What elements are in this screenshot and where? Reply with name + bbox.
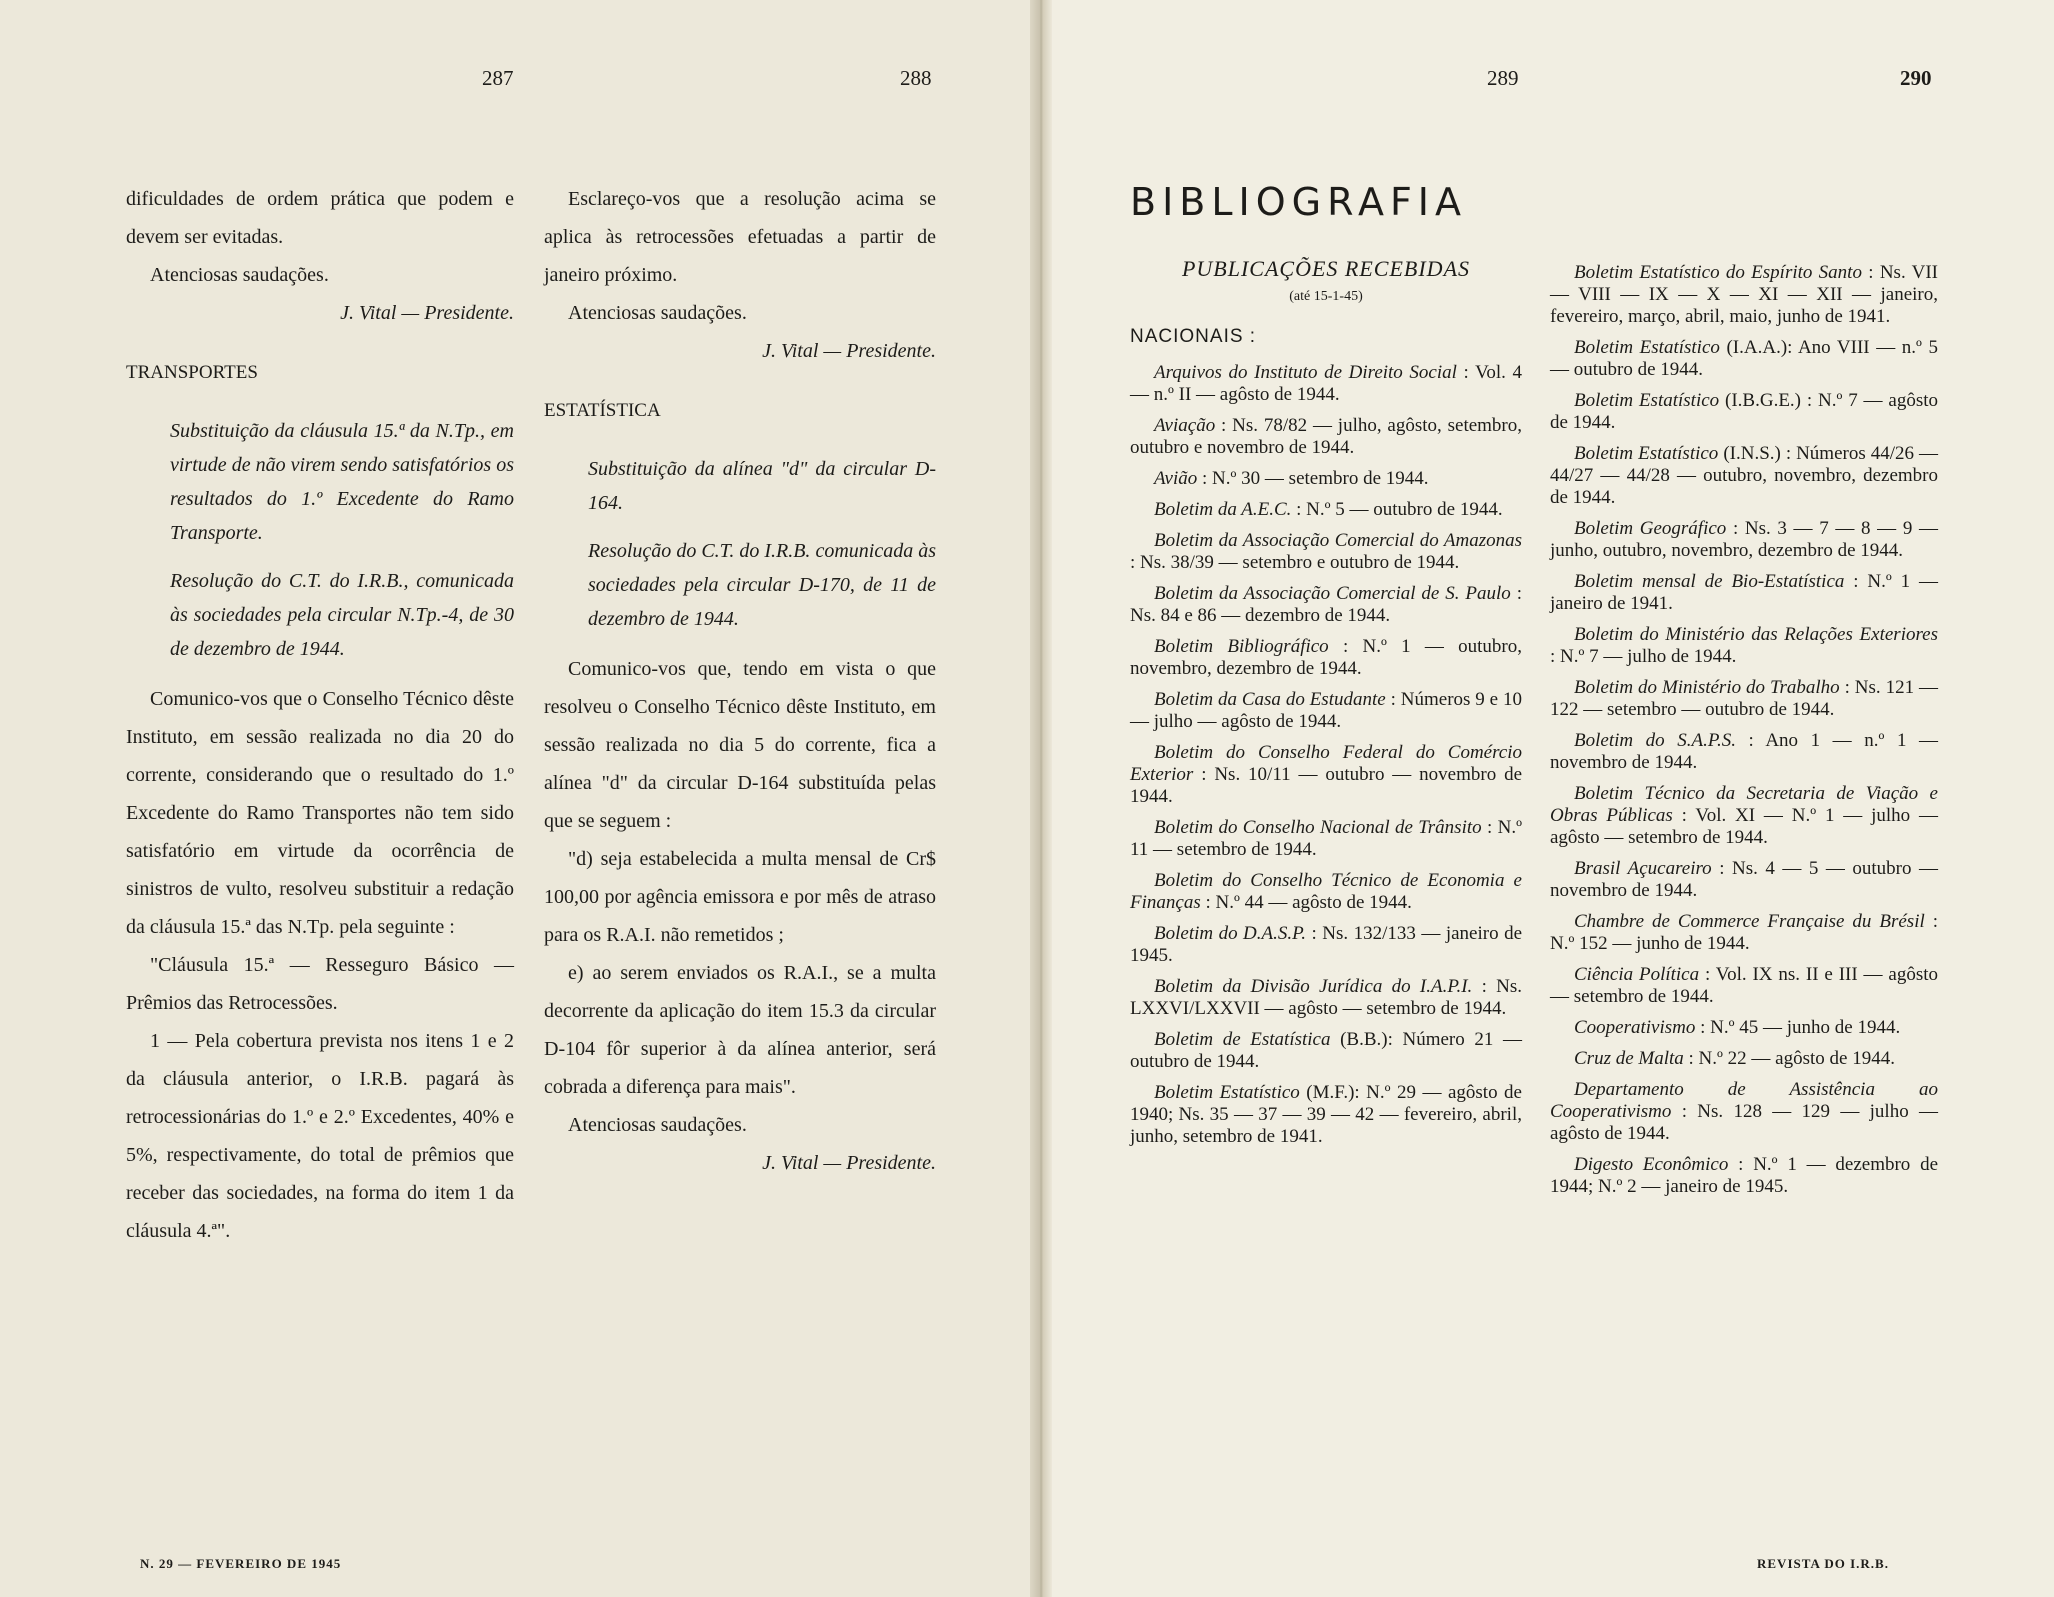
publication-title: Boletim do Conselho Técnico de Economia e Finanças xyxy=(1130,870,1522,913)
paragraph: Esclareço-vos que a resolução acima se aplica às retrocessões efetuadas a partir de janeiro próximo. xyxy=(544,188,936,286)
publication-details: : Ns. 84 e 86 — dezembro de 1944. xyxy=(1130,583,1522,626)
publication-details: : Ns. 78/82 — julho, agôsto, setembro, outubro e novembro de 1944. xyxy=(1130,415,1523,458)
book-gutter xyxy=(1030,0,1052,1597)
publication-details: : Ns. VII — VIII — IX — X — XI — XII — janeiro, fevereiro, março, abril, maio, junho de 1941. xyxy=(1550,262,1939,327)
bibliography-entry xyxy=(1550,518,1938,562)
signature: J. Vital — Presidente. xyxy=(762,340,936,362)
publication-details: : Vol. IX ns. II e III — agôsto — setembro de 1944. xyxy=(1550,964,1939,1007)
publication-details: : N.º 152 — junho de 1944. xyxy=(1550,911,1939,954)
bibliography-entry xyxy=(1130,976,1522,1020)
column-page-288 xyxy=(544,180,936,1182)
publication-details: : N.º 30 — setembro de 1944. xyxy=(1202,468,1429,489)
bibliography-column-right xyxy=(1550,262,1938,1207)
bibliography-entry xyxy=(1550,624,1938,668)
publication-title: Digesto Econômico xyxy=(1574,1154,1729,1175)
bibliography-entry xyxy=(1550,858,1938,902)
bibliography-entry xyxy=(1130,636,1522,680)
publication-details: : Ns. LXXVI/LXXVII — agôsto — setembro de 1944. xyxy=(1130,976,1523,1019)
publication-details: : N.º 5 — outubro de 1944. xyxy=(1296,499,1503,520)
bibliography-entry xyxy=(1130,468,1522,490)
column-page-287 xyxy=(126,180,514,1250)
subject-quote: Substituição da alínea "d" da circular D-164. xyxy=(588,458,936,514)
publication-title: Boletim Estatístico do Espírito Santo xyxy=(1574,262,1862,283)
bibliography-entry xyxy=(1550,443,1938,509)
bibliography-entry xyxy=(1550,1017,1938,1039)
bibliography-entry xyxy=(1550,677,1938,721)
publication-title: Boletim mensal de Bio-Estatística xyxy=(1574,571,1845,592)
publication-title: Boletim Geográfico xyxy=(1574,518,1727,539)
publication-title: Aviação xyxy=(1154,415,1216,436)
bibliography-entry xyxy=(1130,530,1522,574)
publication-title: Boletim Estatístico xyxy=(1574,443,1719,464)
bibliography-entry xyxy=(1130,362,1522,406)
publication-details: : N.º 22 — agôsto de 1944. xyxy=(1688,1048,1895,1069)
publication-title: Boletim Estatístico xyxy=(1574,337,1720,358)
publication-details: : Ns. 10/11 — outubro — novembro de 1944. xyxy=(1130,764,1522,807)
publication-title: Boletim da Casa do Estudante xyxy=(1154,689,1386,710)
page-number-290: 290 xyxy=(1900,66,1932,90)
paragraph: dificuldades de ordem prática que podem e devem ser evitadas. xyxy=(126,188,514,248)
bibliography-entry xyxy=(1550,571,1938,615)
bibliography-entry xyxy=(1130,817,1522,861)
publication-details: : Ns. 38/39 — setembro e outubro de 1944. xyxy=(1130,552,1460,573)
bibliography-list xyxy=(1550,262,1938,1198)
publication-details: : Ns. 121 — 122 — setembro — outubro de 1944. xyxy=(1550,677,1939,720)
publication-title: Boletim Bibliográfico xyxy=(1154,636,1329,657)
publication-details: (I.A.A.): Ano VIII — n.º 5 — outubro de 1944. xyxy=(1550,337,1938,380)
footer-issue: N. 29 — FEVEREIRO DE 1945 xyxy=(140,1556,342,1571)
publication-title: Cruz de Malta xyxy=(1574,1048,1684,1069)
bibliography-entry xyxy=(1550,337,1938,381)
bibliography-entry xyxy=(1550,911,1938,955)
publication-title: Arquivos do Instituto de Direito Social xyxy=(1154,362,1457,383)
footer-journal: REVISTA DO I.R.B. xyxy=(1757,1556,1889,1571)
bibliography-entry xyxy=(1130,1082,1522,1148)
publication-title: Boletim do Conselho Federal do Comércio Exterior xyxy=(1130,742,1522,785)
publication-details: : N.º 44 — agôsto de 1944. xyxy=(1205,892,1412,913)
subtitle-date: (até 15-1-45) xyxy=(1289,289,1363,304)
bibliography-entry xyxy=(1130,499,1522,521)
paragraph: Atenciosas saudações. xyxy=(568,302,747,324)
publication-title: Boletim da Divisão Jurídica do I.A.P.I. xyxy=(1154,976,1473,997)
bibliography-entry xyxy=(1130,1029,1522,1073)
publication-details: : Vol. 4 — n.º II — agôsto de 1944. xyxy=(1130,362,1523,405)
subject-quote: Resolução do C.T. do I.R.B., comunicada às sociedades pela circular N.Tp.-4, de 30 de dezembro de 1944. xyxy=(170,570,514,660)
publication-title: Ciência Política xyxy=(1574,964,1700,985)
publication-details: (B.B.): Número 21 — outubro de 1944. xyxy=(1130,1029,1522,1072)
publication-title: Boletim do Ministério das Relações Exteriores xyxy=(1574,624,1938,645)
bibliography-entry xyxy=(1130,923,1522,967)
subtitle: PUBLICAÇÕES RECEBIDAS xyxy=(1181,256,1471,281)
publication-title: Boletim da A.E.C. xyxy=(1154,499,1292,520)
bibliography-entry xyxy=(1550,262,1938,328)
publication-title: Boletim do Ministério do Trabalho xyxy=(1574,677,1840,698)
page-number-289: 289 xyxy=(1487,66,1519,90)
bibliography-entry xyxy=(1130,742,1522,808)
paragraph: 1 — Pela cobertura prevista nos itens 1 e 2 da cláusula anterior, o I.R.B. pagará às retrocessionárias do 1.º e 2.º Excedentes, 40% e 5%, respectivamente, do total de prêmios que receber das sociedades, na forma do item 1 da cláusula 4.ª". xyxy=(126,1030,514,1242)
bibliography-entry xyxy=(1550,783,1938,849)
publication-details: : Ano 1 — n.º 1 — novembro de 1944. xyxy=(1550,730,1939,773)
paragraph: Atenciosas saudações. xyxy=(568,1114,747,1136)
publication-title: Boletim Estatístico xyxy=(1574,390,1720,411)
publication-title: Departamento de Assistência ao Cooperativismo xyxy=(1550,1079,1938,1122)
bibliography-entry xyxy=(1550,730,1938,774)
publication-details: : N.º 1 — outubro, novembro, dezembro de 1944. xyxy=(1130,636,1522,679)
publication-title: Boletim da Associação Comercial de S. Paulo xyxy=(1154,583,1511,604)
paragraph: Atenciosas saudações. xyxy=(150,264,329,286)
bibliography-entry xyxy=(1550,390,1938,434)
bibliography-column-left xyxy=(1130,258,1522,1157)
publication-title: Boletim da Associação Comercial do Amazonas xyxy=(1154,530,1522,551)
publication-details: (M.F.): N.º 29 — agôsto de 1940; Ns. 35 — 37 — 39 — 42 — fevereiro, abril, junho, setembro de 1941. xyxy=(1130,1082,1522,1147)
publication-details: : Ns. 128 — 129 — julho — agôsto de 1944. xyxy=(1550,1101,1939,1144)
bibliography-entry xyxy=(1130,689,1522,733)
signature: J. Vital — Presidente. xyxy=(340,302,514,324)
publication-details: : N.º 7 — julho de 1944. xyxy=(1550,646,1737,667)
publication-title: Brasil Açucareiro xyxy=(1574,858,1712,879)
bibliography-entry xyxy=(1130,870,1522,914)
publication-title: Boletim do S.A.P.S. xyxy=(1574,730,1736,751)
bibliography-entry xyxy=(1130,415,1522,459)
bibliography-entry xyxy=(1550,964,1938,1008)
subject-quote: Resolução do C.T. do I.R.B. comunicada às sociedades pela circular D-170, de 11 de dezembro de 1944. xyxy=(588,540,936,630)
page-number-287: 287 xyxy=(482,66,514,90)
section-title: BIBLIOGRAFIA xyxy=(1130,180,1467,224)
publication-details: (I.N.S.) : Números 44/26 — 44/27 — 44/28 — outubro, novembro, dezembro de 1944. xyxy=(1550,443,1939,508)
publication-details: : N.º 11 — setembro de 1944. xyxy=(1130,817,1522,860)
bibliography-list xyxy=(1130,362,1522,1148)
subject-quote: Substituição da cláusula 15.ª da N.Tp., em virtude de não virem sendo satisfatórios os resultados do 1.º Excedente do Ramo Transporte. xyxy=(170,420,514,544)
paragraph: e) ao serem enviados os R.A.I., se a multa decorrente da aplicação do item 15.3 da circular D-104 fôr superior à da alínea anterior, será cobrada a diferença para mais". xyxy=(544,962,936,1098)
section-heading: TRANSPORTES xyxy=(126,362,258,383)
publication-title: Boletim do Conselho Nacional de Trânsito xyxy=(1154,817,1482,838)
publication-title: Boletim de Estatística xyxy=(1154,1029,1331,1050)
section-label: NACIONAIS : xyxy=(1130,326,1257,347)
paragraph: Comunico-vos que o Conselho Técnico dêste Instituto, em sessão realizada no dia 20 do corrente, considerando que o resultado do 1.º Excedente do Ramo Transportes não tem sido satisfatório em virtude da ocorrência de sinistros de vulto, resolveu substituir a redação da cláusula 15.ª das N.Tp. pela seguinte : xyxy=(126,688,514,938)
publication-details: : Ns. 3 — 7 — 8 — 9 — junho, outubro, novembro, dezembro de 1944. xyxy=(1550,518,1938,561)
signature: J. Vital — Presidente. xyxy=(762,1152,936,1174)
publication-title: Boletim do D.A.S.P. xyxy=(1154,923,1307,944)
publication-details: : N.º 1 — dezembro de 1944; N.º 2 — janeiro de 1945. xyxy=(1550,1154,1939,1197)
bibliography-entry xyxy=(1550,1048,1938,1070)
publication-details: : Vol. XI — N.º 1 — julho — agôsto — setembro de 1944. xyxy=(1550,805,1938,848)
bibliography-entry xyxy=(1550,1079,1938,1145)
bibliography-entry xyxy=(1550,1154,1938,1198)
publication-title: Cooperativismo xyxy=(1574,1017,1696,1038)
bibliography-entry xyxy=(1130,583,1522,627)
publication-details: : Ns. 132/133 — janeiro de 1945. xyxy=(1130,923,1522,966)
publication-details: : Ns. 4 — 5 — outubro — novembro de 1944. xyxy=(1550,858,1939,901)
publication-details: : N.º 45 — junho de 1944. xyxy=(1700,1017,1901,1038)
publication-details: : N.º 1 — janeiro de 1941. xyxy=(1550,571,1938,614)
section-heading: ESTATÍSTICA xyxy=(544,400,661,421)
publication-details: : Números 9 e 10 — julho — agôsto de 1944. xyxy=(1130,689,1523,732)
page-number-288: 288 xyxy=(900,66,932,90)
paragraph: Comunico-vos que, tendo em vista o que resolveu o Conselho Técnico dêste Instituto, em sessão realizada no dia 5 do corrente, fica a alínea "d" da circular D-164 substituída pelas que se seguem : xyxy=(544,658,936,832)
publication-title: Avião xyxy=(1154,468,1198,489)
publication-details: (I.B.G.E.) : N.º 7 — agôsto de 1944. xyxy=(1550,390,1939,433)
publication-title: Boletim Técnico da Secretaria de Viação e Obras Públicas xyxy=(1550,783,1938,826)
paragraph: "d) seja estabelecida a multa mensal de Cr$ 100,00 por agência emissora e por mês de atraso para os R.A.I. não remetidos ; xyxy=(544,848,936,946)
paragraph: "Cláusula 15.ª — Resseguro Básico — Prêmios das Retrocessões. xyxy=(126,954,514,1014)
publication-title: Boletim Estatístico xyxy=(1154,1082,1300,1103)
publication-title: Chambre de Commerce Française du Brésil xyxy=(1574,911,1925,932)
